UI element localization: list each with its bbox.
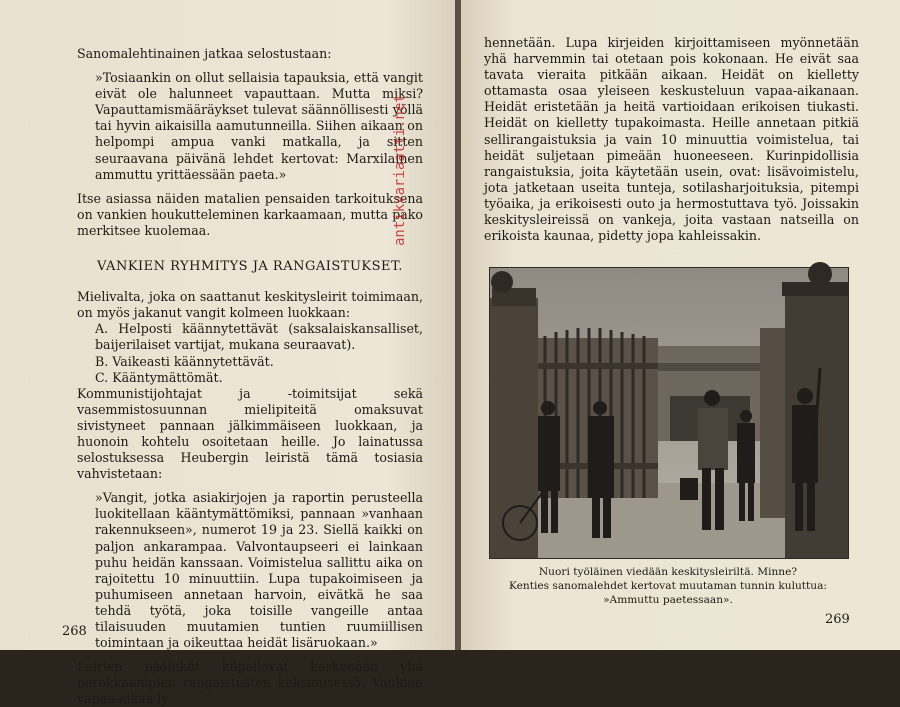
quote-paragraph: »Tosiaankin on ollut sellaisia tapauksia, että vangit eivät ole halunneet vapauttaan. Mutta miksi? Vapauttamismääräykset tulevat säännöllisesti yöllä tai hyvin aikaisilla aamutunneilla. Siihen aikaan on helpompi ampua vanki matkalla, ja sitten seuraavana päivänä lehdet kertovat: Marxilainen ammuttu yrittäessään paeta.»: [95, 70, 423, 182]
paragraph-classes-intro: Mielivalta, joka on saattanut keskitysleirit toimimaan, on myös jakanut vangit kolmeen luokkaan:: [77, 289, 423, 321]
paragraph-continuation: hennetään. Lupa kirjeiden kirjoittamiseen myönnetään yhä harvemmin tai otetaan pois kokonaan. He eivät saa tavata vieraita pitkään aikaan. Heidät on kielletty ottamasta osaa yleiseen keskusteluun vapaa-aikanaan. Heidät eristetään ja heitä vartioidaan erikoisen tiukasti. Heidät on kielletty tupakoimasta. Heille annetaan pitkiä sellirangaistuksia ja vain 10 minuuttia voimistelua, tai heidät suljetaan pimeään huoneeseen. Kurinpidollisia rangaistuksia, joita käytetään usein, ovat: lisävoimistelu, jota jatketaan useita tunteja, sotilasharjoituksia, pitempi työaika, ja erikoisesti outo ja hermostuttava työ. Joissakin keskitysleireissä on vankeja, joita vastaan natseilla on erikoista kaunaa, pidetty jopa kahleissakin.: [484, 35, 859, 244]
watermark-text: antikvariaatti.net: [392, 94, 408, 246]
page-number-left: 268: [62, 624, 87, 639]
caption-line-1: Nuori työläinen viedään keskitysleiriltä. Minne?: [538, 566, 798, 578]
list-item-c: C. Kääntymättömät.: [95, 369, 223, 385]
photo-concentration-camp-gate: [489, 267, 849, 559]
right-page: [461, 0, 900, 650]
paragraph-communists: Kommunistijohtajat ja -toimitsijat sekä vasemmistosuunnan mielipiteitä omaksuvat sivistyneet pannaan jälkimmäiseen luokkaan, ja huonoin kohtelu osoitetaan heille. Jo lainatussa selostuksessa Heubergin leiristä tämä tosiasia vahvistetaan:: [77, 385, 423, 482]
quote-heuberg: »Vangit, jotka asiakirjojen ja raportin perusteella luokitellaan kääntymättömiksi, pannaan »vanhaan rakennukseen», numerot 19 ja 23. Siellä kaikki on paljon ankarampaa. Valvontaupseeri ei lainkaan puhu heidän kanssaan. Voimistelua sallittu aika on rajoitettu 10 minuuttiin. Lupa tupakoimiseen ja puhumiseen annetaan harvoin, eivätkä he saa tehdä työtä, joka toisille vangeille antaa tilaisuuden muutamien tuntien ruumiillisen toimintaan ja oikeuttaa heidät lisäruokaan.»: [95, 490, 423, 651]
caption-line-2: Kenties sanomalehdet kertovat muutaman tunnin kuluttua:: [508, 580, 828, 592]
section-heading: VANKIEN RYHMITYS JA RANGAISTUKSET.: [97, 259, 403, 275]
photo-caption: [489, 565, 847, 607]
caption-line-3: »Ammuttu paetessaan».: [603, 594, 733, 606]
paragraph-camp-leaders: Leirien päälliköt kilpailevat keskenään yhä nerokkaampien rangaistusten keksimisessä. Vankien vapaa-aikaa ly-: [77, 659, 423, 707]
list-item-a: A. Helposti käännytettävät (saksalaiskansalliset, baijerilaiset vartijat, mukana seuraavat).: [95, 321, 423, 353]
paragraph-intro: Sanomalehtinainen jatkaa selostustaan:: [77, 46, 332, 61]
left-page-text: [77, 46, 423, 707]
photo-illustration: [490, 268, 848, 558]
right-page-text: [484, 35, 859, 244]
list-item-b: B. Vaikeasti käännytettävät.: [95, 353, 274, 369]
paragraph-bushes: Itse asiassa näiden matalien pensaiden tarkoituksena on vankien houkutteleminen karkaamaan, mutta pako merkitsee kuolemaa.: [77, 190, 423, 238]
page-number-right: 269: [825, 612, 850, 627]
